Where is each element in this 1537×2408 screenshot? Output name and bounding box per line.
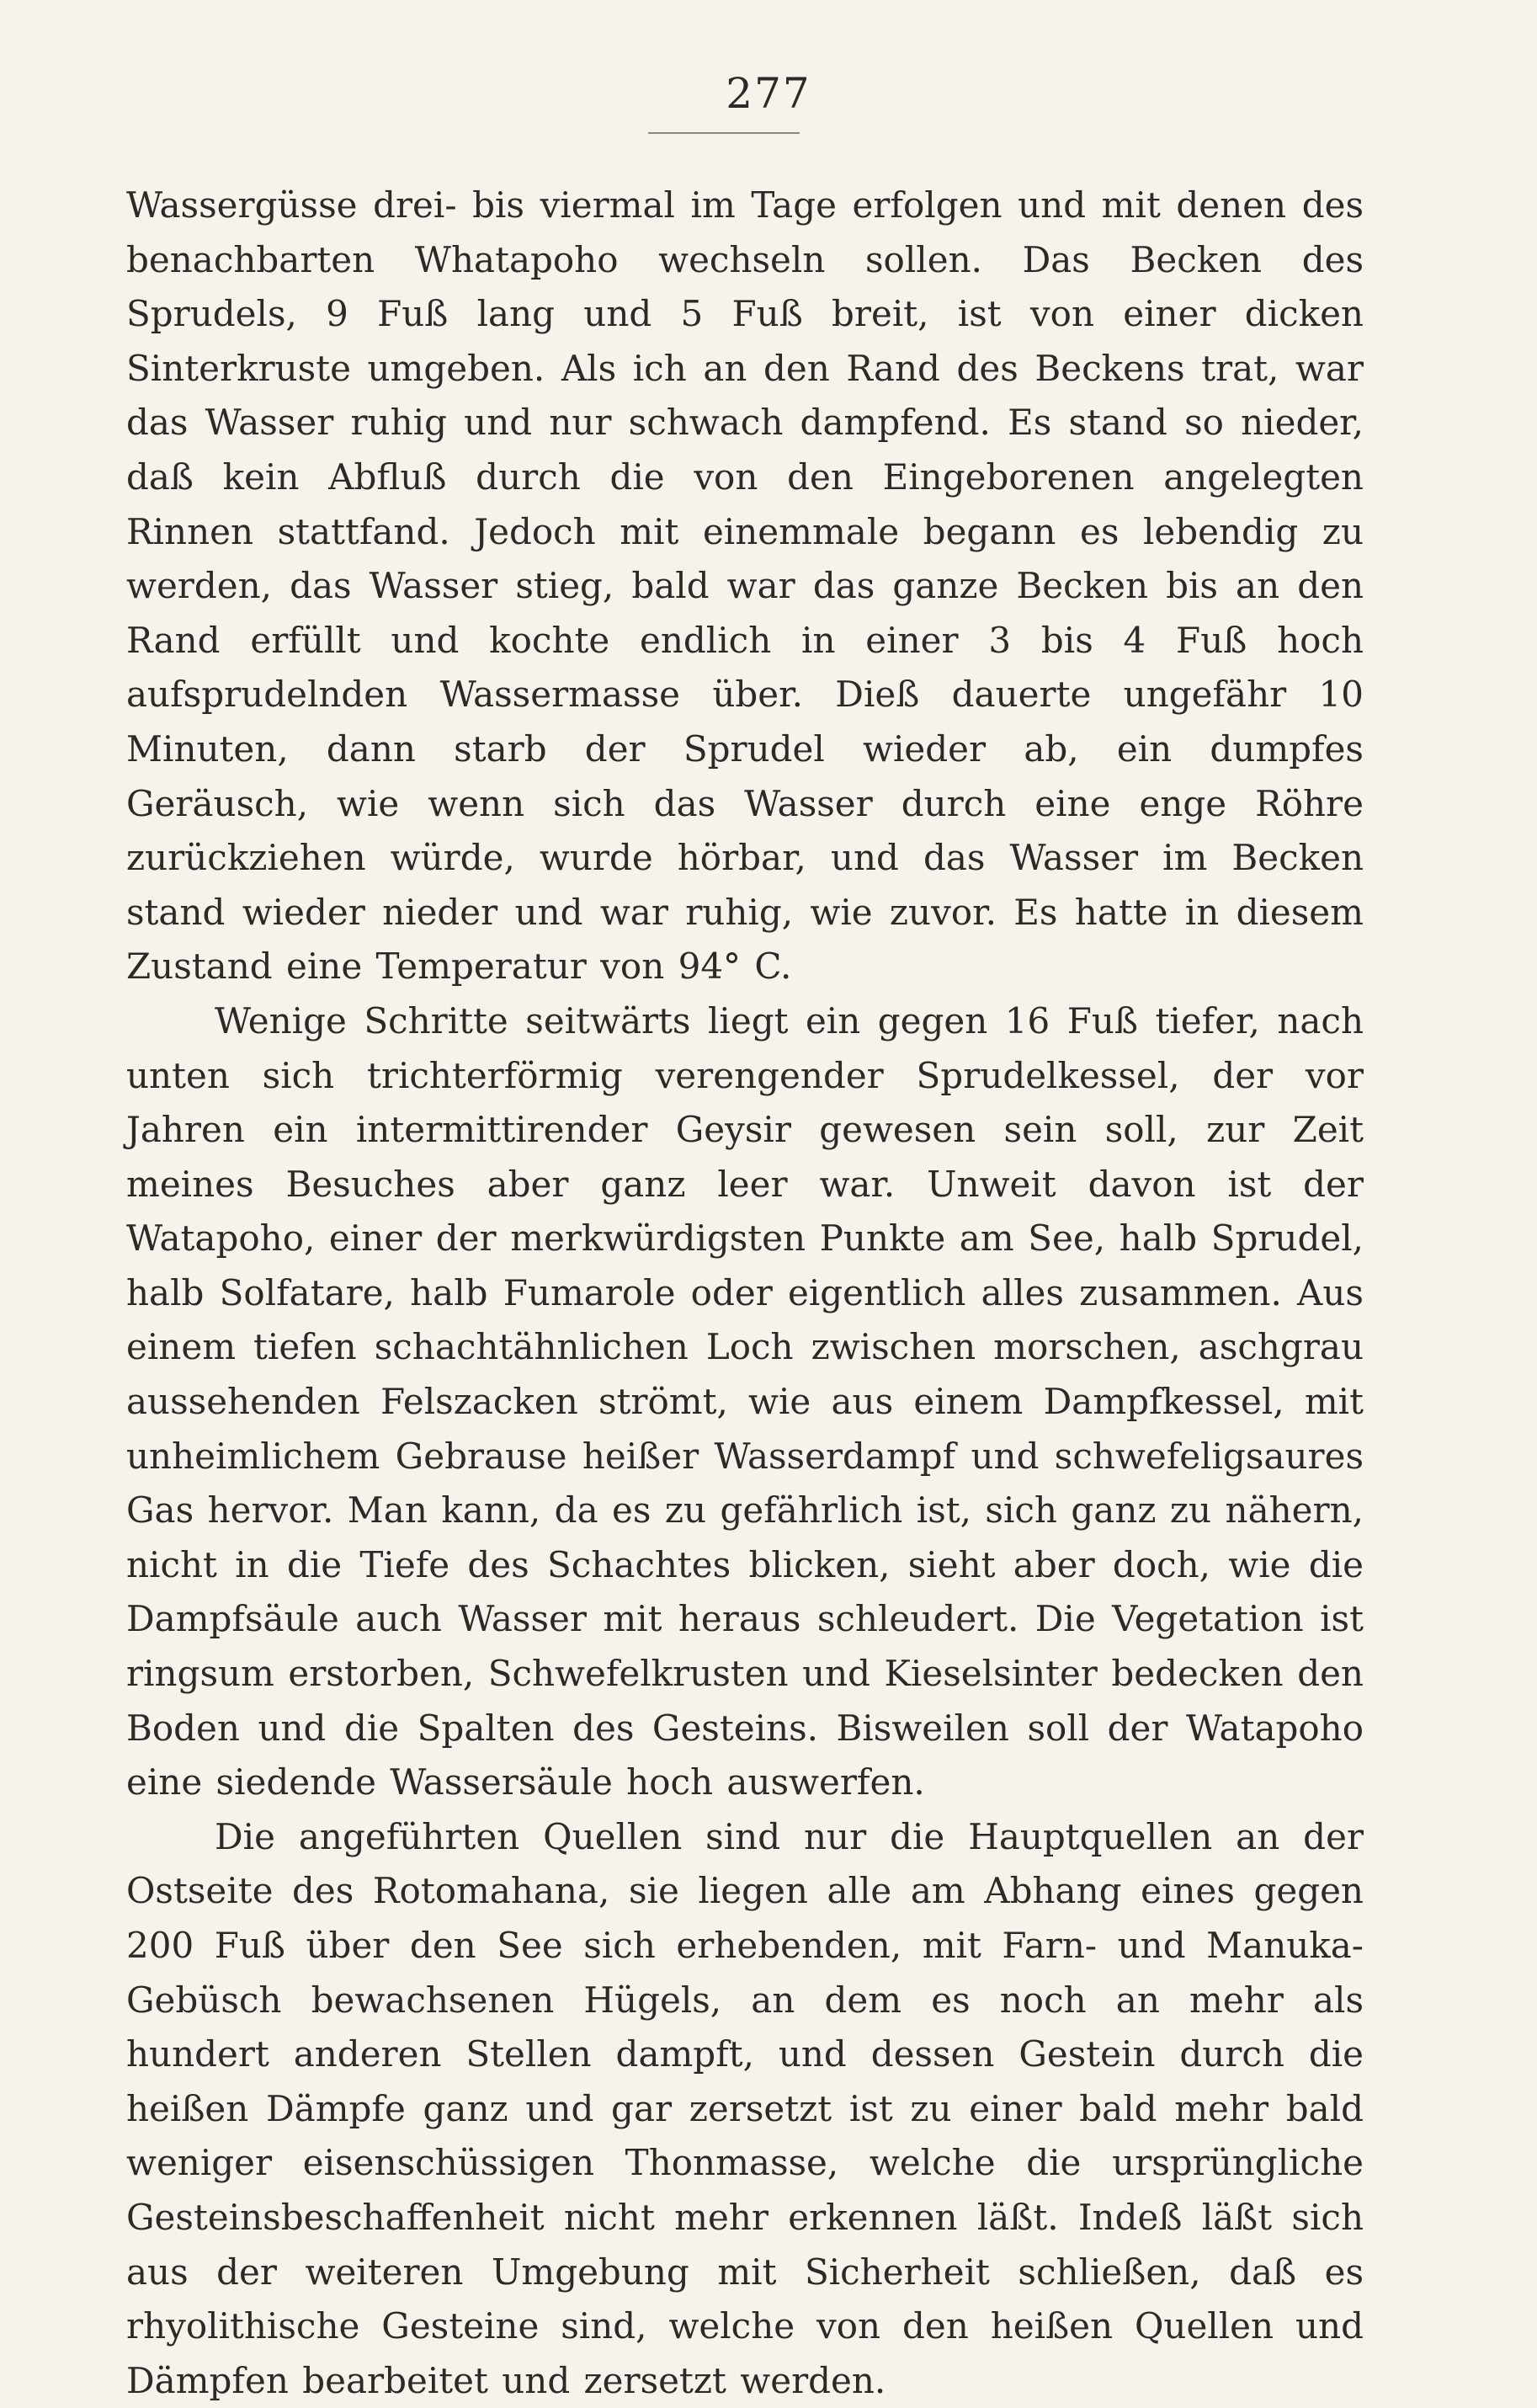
paragraph-3: Die angeführten Quellen sind nur die Hauptquellen an der Ostseite des Rotomahana, sie liegen alle am Abhang eines gegen 200 Fuß über den See sich erhebenden, mit Farn- und Manuka-Gebüsch bewachsenen Hügels, an dem es noch an mehr als hundert anderen Stellen dampft, und dessen Gestein durch die heißen Dämpfe ganz und gar zersetzt ist zu einer bald mehr bald weniger eisenschüssigen Thonmasse, welche die ursprüngliche Gesteinsbeschaffenheit nicht mehr erkennen läßt. Indeß läßt sich aus der weiteren Umgebung mit Sicherheit schließen, daß es rhyolithische Gesteine sind, welche von den heißen Quellen und Dämpfen bearbeitet und zersetzt werden.	[126, 1815, 1364, 2401]
body-text	[126, 178, 1364, 2408]
page-number: 277	[726, 69, 811, 118]
header-rule	[648, 132, 800, 134]
paragraph-2: Wenige Schritte seitwärts liegt ein gegen 16 Fuß tiefer, nach unten sich trichterförmig verengender Sprudelkessel, der vor Jahren ein intermittirender Geysir gewesen sein soll, zur Zeit meines Besuches aber ganz leer war. Unweit davon ist der Watapoho, einer der merkwürdigsten Punkte am See, halb Sprudel, halb Solfatare, halb Fumarole oder eigentlich alles zusammen. Aus einem tiefen schachtähnlichen Loch zwischen morschen, aschgrau aussehenden Felszacken strömt, wie aus einem Dampfkessel, mit unheimlichem Gebrause heißer Wasserdampf und schwefeligsaures Gas hervor. Man kann, da es zu gefährlich ist, sich ganz zu nähern, nicht in die Tiefe des Schachtes blicken, sieht aber doch, wie die Dampfsäule auch Wasser mit heraus schleudert. Die Vegetation ist ringsum erstorben, Schwefelkrusten und Kieselsinter bedecken den Boden und die Spalten des Gesteins. Bisweilen soll der Watapoho eine siedende Wassersäule hoch auswerfen.	[126, 999, 1364, 1803]
paragraph-1: Wassergüsse drei- bis viermal im Tage erfolgen und mit denen des benachbarten Whatapoho wechseln sollen. Das Becken des Sprudels, 9 Fuß lang und 5 Fuß breit, ist von einer dicken Sinterkruste umgeben. Als ich an den Rand des Beckens trat, war das Wasser ruhig und nur schwach dampfend. Es stand so nieder, daß kein Abfluß durch die von den Eingeborenen angelegten Rinnen stattfand. Jedoch mit einemmale begann es lebendig zu werden, das Wasser stieg, bald war das ganze Becken bis an den Rand erfüllt und kochte endlich in einer 3 bis 4 Fuß hoch aufsprudelnden Wassermasse über. Dieß dauerte ungefähr 10 Minuten, dann starb der Sprudel wieder ab, ein dumpfes Geräusch, wie wenn sich das Wasser durch eine enge Röhre zurückziehen würde, wurde hörbar, und das Wasser im Becken stand wieder nieder und war ruhig, wie zuvor. Es hatte in diesem Zustand eine Temperatur von 94° C.	[126, 184, 1364, 988]
